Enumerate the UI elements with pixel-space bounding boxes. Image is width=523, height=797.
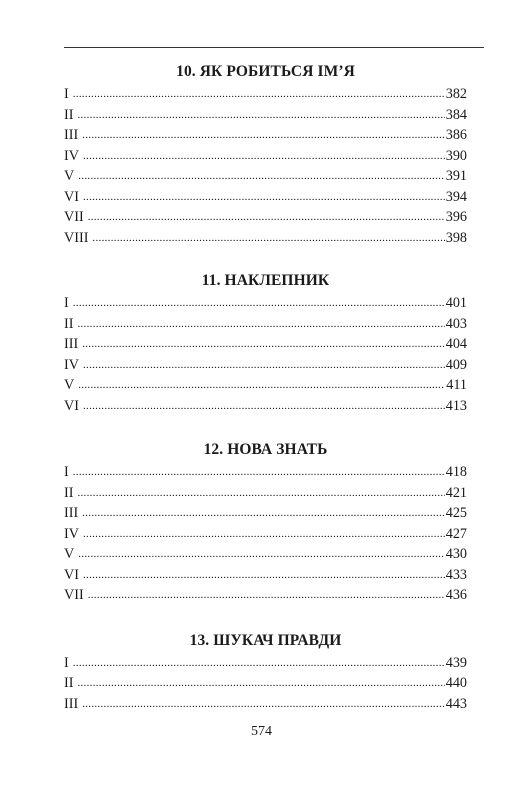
toc-entry: [64, 396, 467, 417]
leader-dots: [82, 503, 445, 524]
section-number: V: [64, 546, 75, 562]
toc-entry: [64, 84, 467, 105]
toc-entry: [64, 314, 467, 335]
toc-entry: [64, 462, 467, 483]
toc-entry: [64, 673, 467, 694]
section-number: IV: [64, 356, 79, 373]
section-number: III: [64, 505, 79, 521]
page-number: 391: [445, 168, 467, 184]
chapter-11: [64, 271, 467, 416]
section-number: III: [64, 336, 79, 352]
page-number: 421: [445, 484, 467, 501]
leader-dots: [83, 187, 445, 208]
section-number: IV: [64, 525, 79, 542]
section-number: IV: [64, 147, 79, 164]
page-number: 430: [445, 546, 467, 562]
toc-entry: [64, 228, 467, 249]
leader-dots: [88, 585, 445, 606]
leader-dots: [83, 396, 445, 417]
leader-dots: [77, 483, 444, 504]
leader-dots: [73, 293, 445, 314]
toc-entry: [64, 334, 467, 355]
leader-dots: [82, 694, 445, 715]
toc-entry: [64, 503, 467, 524]
page-number: 413: [445, 397, 467, 414]
page-number: 425: [445, 505, 467, 521]
leader-dots: [83, 355, 445, 376]
leader-dots: [82, 125, 445, 146]
toc-entry: [64, 293, 467, 314]
leader-dots: [77, 105, 444, 126]
chapter-title: 10. ЯК РОБИТЬСЯ ІМ’Я: [176, 63, 355, 80]
section-number: VII: [64, 209, 84, 225]
page-number: 386: [445, 127, 467, 143]
page-number: 398: [445, 229, 467, 246]
section-number: II: [64, 106, 74, 123]
toc-entry: [64, 105, 467, 126]
page-number: 427: [445, 525, 467, 542]
page-number: 401: [445, 295, 467, 311]
section-number: III: [64, 695, 79, 712]
section-number: VI: [64, 566, 79, 583]
header-rule: [64, 47, 484, 48]
page-number: 436: [445, 587, 467, 603]
page-number: 404: [445, 336, 467, 352]
page-number: 418: [445, 464, 467, 480]
section-number: VI: [64, 188, 79, 205]
page-number: 390: [445, 147, 467, 164]
section-number: VIII: [64, 229, 89, 246]
page-number: 394: [445, 188, 467, 205]
chapter-10: [64, 62, 467, 248]
section-number: II: [64, 315, 74, 332]
chapter-12: [64, 440, 467, 606]
leader-dots: [83, 146, 445, 167]
toc-entry: [64, 375, 467, 396]
section-number: V: [64, 168, 75, 184]
chapter-13: [64, 631, 467, 715]
section-number: V: [64, 377, 75, 393]
toc-entry: [64, 146, 467, 167]
section-number: III: [64, 127, 79, 143]
leader-dots: [77, 673, 444, 694]
toc-entry: [64, 483, 467, 504]
toc-entry: [64, 207, 467, 228]
toc-entry: [64, 585, 467, 606]
leader-dots: [78, 375, 445, 396]
leader-dots: [83, 565, 445, 586]
section-number: I: [64, 295, 69, 311]
page-number: 382: [445, 86, 467, 102]
leader-dots: [88, 207, 445, 228]
section-number: II: [64, 675, 74, 691]
leader-dots: [78, 166, 444, 187]
section-spacer: [64, 248, 467, 271]
toc-entry: [64, 653, 467, 674]
page-number: 440: [445, 675, 467, 691]
section-number: I: [64, 464, 69, 480]
leader-dots: [83, 524, 445, 545]
leader-dots: [82, 334, 445, 355]
leader-dots: [77, 314, 444, 335]
toc-entry: [64, 187, 467, 208]
toc-entry: [64, 544, 467, 565]
toc-entry: [64, 524, 467, 545]
leader-dots: [73, 653, 445, 674]
toc-entry: [64, 166, 467, 187]
section-number: VI: [64, 397, 79, 414]
leader-dots: [78, 544, 444, 565]
page-folio: 574: [251, 724, 272, 739]
leader-dots: [92, 228, 444, 249]
chapter-title: 11. НАКЛЕПНИК: [201, 272, 330, 289]
toc-entry: [64, 694, 467, 715]
page-number: 384: [445, 106, 467, 123]
page-number: 439: [445, 654, 467, 671]
chapter-title: 12. НОВА ЗНАТЬ: [203, 441, 328, 458]
section-number: I: [64, 654, 69, 671]
section-number: I: [64, 86, 69, 102]
toc-entry: [64, 565, 467, 586]
section-spacer: [64, 416, 467, 440]
chapter-title: 13. ШУКАЧ ПРАВДИ: [189, 631, 342, 649]
toc-entry: [64, 355, 467, 376]
page-number: 433: [445, 566, 467, 583]
section-number: VII: [64, 587, 84, 603]
table-of-contents: [64, 62, 467, 714]
section-spacer: [64, 606, 467, 631]
page-number: 409: [445, 356, 467, 373]
page-number: 403: [445, 315, 467, 332]
page-number: 411: [446, 377, 467, 393]
leader-dots: [73, 84, 445, 105]
toc-entry: [64, 125, 467, 146]
page-number: 443: [445, 695, 467, 712]
page-number: 396: [445, 209, 467, 225]
leader-dots: [73, 462, 445, 483]
section-number: II: [64, 484, 74, 501]
